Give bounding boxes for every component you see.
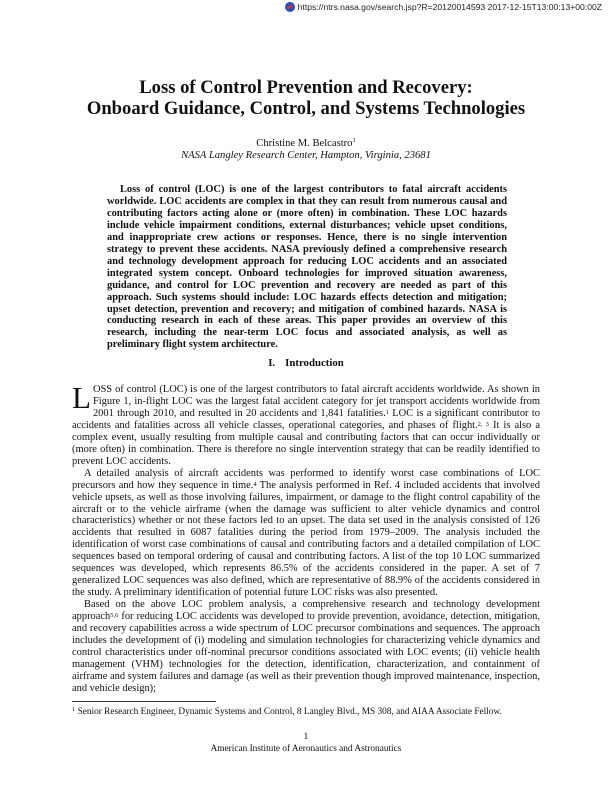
drop-cap: L bbox=[72, 380, 91, 415]
citation-ref: 5,6 bbox=[110, 612, 119, 620]
footnote-divider bbox=[72, 701, 216, 702]
paragraph-1-text-b: LOC is a significant contributor to accidents and fatalities across all vehicle classes, operational categories, and phases of flight. bbox=[72, 407, 540, 431]
abstract: Loss of control (LOC) is one of the largest contributors to fatal aircraft accidents worldwide. LOC accidents are complex in that they can result from numerous causal and contributing factors acting alone or (more often) in combination. These LOC hazards include vehicle impairment conditions, external disturbances; vehicle upset conditions, and inappropriate crew actions or responses. Hence, there is no single intervention strategy to prevent these accidents. NASA previously defined a comprehensive research and technology development approach for reducing LOC accidents and an associated integrated system concept. Onboard technologies for improved situation awareness, guidance, and control for LOC prevention and recovery are needed as part of this approach. Such systems should include: LOC hazards effects detection and mitigation; upset detection, prevention and recovery; and mitigation of combined hazards. NASA is conducting research in each of these areas. This paper provides an overview of this research, including the near-term LOC focus and associated analysis, as well as preliminary flight system architecture. bbox=[107, 184, 507, 351]
citation-ref: 2, 3 bbox=[477, 420, 489, 428]
paragraph-1-text-c: It is also a complex event, usually resulting from multiple causal and contributing factors that can occur individually or (more often) in combination. There is therefore no single intervention strategy that can be readily identified to prevent LOC accidents. bbox=[72, 419, 540, 467]
author-footnote-mark: 1 bbox=[352, 137, 356, 144]
paragraph-1 bbox=[72, 380, 540, 468]
paragraph-2-text-b: The analysis performed in Ref. 4 included accidents that involved vehicle upsets, as well as those involving failures, impairment, or damage to the flight control capability of the aircraft or to the vehicle airframe (when the damage was sufficient to alter vehicle dynamics and control characteristics) whether or not these factors led to an upset. The data set used in the analysis consisted of 126 accidents that resulted in 6087 fatalities during the period from 1979–2009. The analysis included the identification of worst case combinations of causal and contributing factors and a detailed compilation of LOC sequences based on temporal ordering of causal and contributing factors. A list of the top 10 LOC summarized sequences was developed, which represents 86.5% of the accidents considered in the paper. A set of 7 generalized LOC sequences was also defined, which are representative of 88.9% of the accidents considered in the study. A preliminary identification of potential future LOC risks was also presented. bbox=[72, 479, 540, 599]
citation-ref: 1 bbox=[385, 408, 389, 416]
author-affiliation: NASA Langley Research Center, Hampton, Virginia, 23681 bbox=[181, 150, 431, 161]
paragraph-3 bbox=[72, 599, 540, 695]
title-line-2: Onboard Guidance, Control, and Systems Technologies bbox=[86, 98, 526, 119]
page-footer: American Institute of Aeronautics and Astronautics bbox=[210, 744, 402, 754]
ntrs-stamp bbox=[285, 2, 602, 12]
author-name: Christine M. Belcastro bbox=[256, 138, 353, 149]
paragraph-3-text-a: Based on the above LOC problem analysis, a comprehensive research and technology development approach bbox=[72, 599, 540, 623]
footnote-text: Senior Research Engineer, Dynamic Systems and Control, 8 Langley Blvd., MS 308, and AIAA Associate Fellow. bbox=[75, 707, 502, 717]
paragraph-3-text-b: for reducing LOC accidents was developed to provide prevention, avoidance, detection, mitigation, and recovery capabilities across a wide spectrum of LOC precursor combinations and sequences. The approach includes the development of (i) modeling and simulation technologies for characterizing vehicle dynamics and control characteristics under off-nominal precursor conditions associated with LOC events; (ii) vehicle health management (VHM) technologies for the detection, identification, characterization, and containment of airframe and system failures and damage (as well as their prevention though improved maintenance, inspection, and vehicle design); bbox=[72, 611, 540, 694]
author bbox=[0, 138, 612, 149]
paragraph-1-text-a: OSS of control (LOC) is one of the largest contributors to fatal aircraft accidents worldwide. As shown in Figure 1, in-flight LOC was the largest fatal accident category for jet transport accidents worldwide from 2001 through 2010, and resulted in 20 accidents and 1,841 fatalities. bbox=[92, 384, 540, 419]
body-text bbox=[72, 380, 540, 695]
footnote-mark: 1 bbox=[72, 706, 76, 713]
title-line-1: Loss of Control Prevention and Recovery: bbox=[139, 77, 473, 98]
section-number: I. bbox=[268, 357, 276, 369]
paper-title bbox=[0, 77, 612, 119]
ntrs-logo-icon bbox=[285, 2, 295, 12]
page-number: 1 bbox=[303, 732, 309, 742]
citation-ref: 4 bbox=[253, 480, 257, 488]
section-heading bbox=[0, 357, 612, 369]
ntrs-stamp-text[interactable]: https://ntrs.nasa.gov/search.jsp?R=20120014593 2017-12-15T13:00:13+00:00Z bbox=[297, 2, 602, 12]
paragraph-2 bbox=[72, 468, 540, 599]
paragraph-2-text-a: A detailed analysis of aircraft accidents was performed to identify worst case combinations of LOC precursors and how they sequence in time. bbox=[72, 467, 540, 491]
footnote bbox=[72, 707, 540, 717]
section-title: Introduction bbox=[285, 357, 344, 369]
